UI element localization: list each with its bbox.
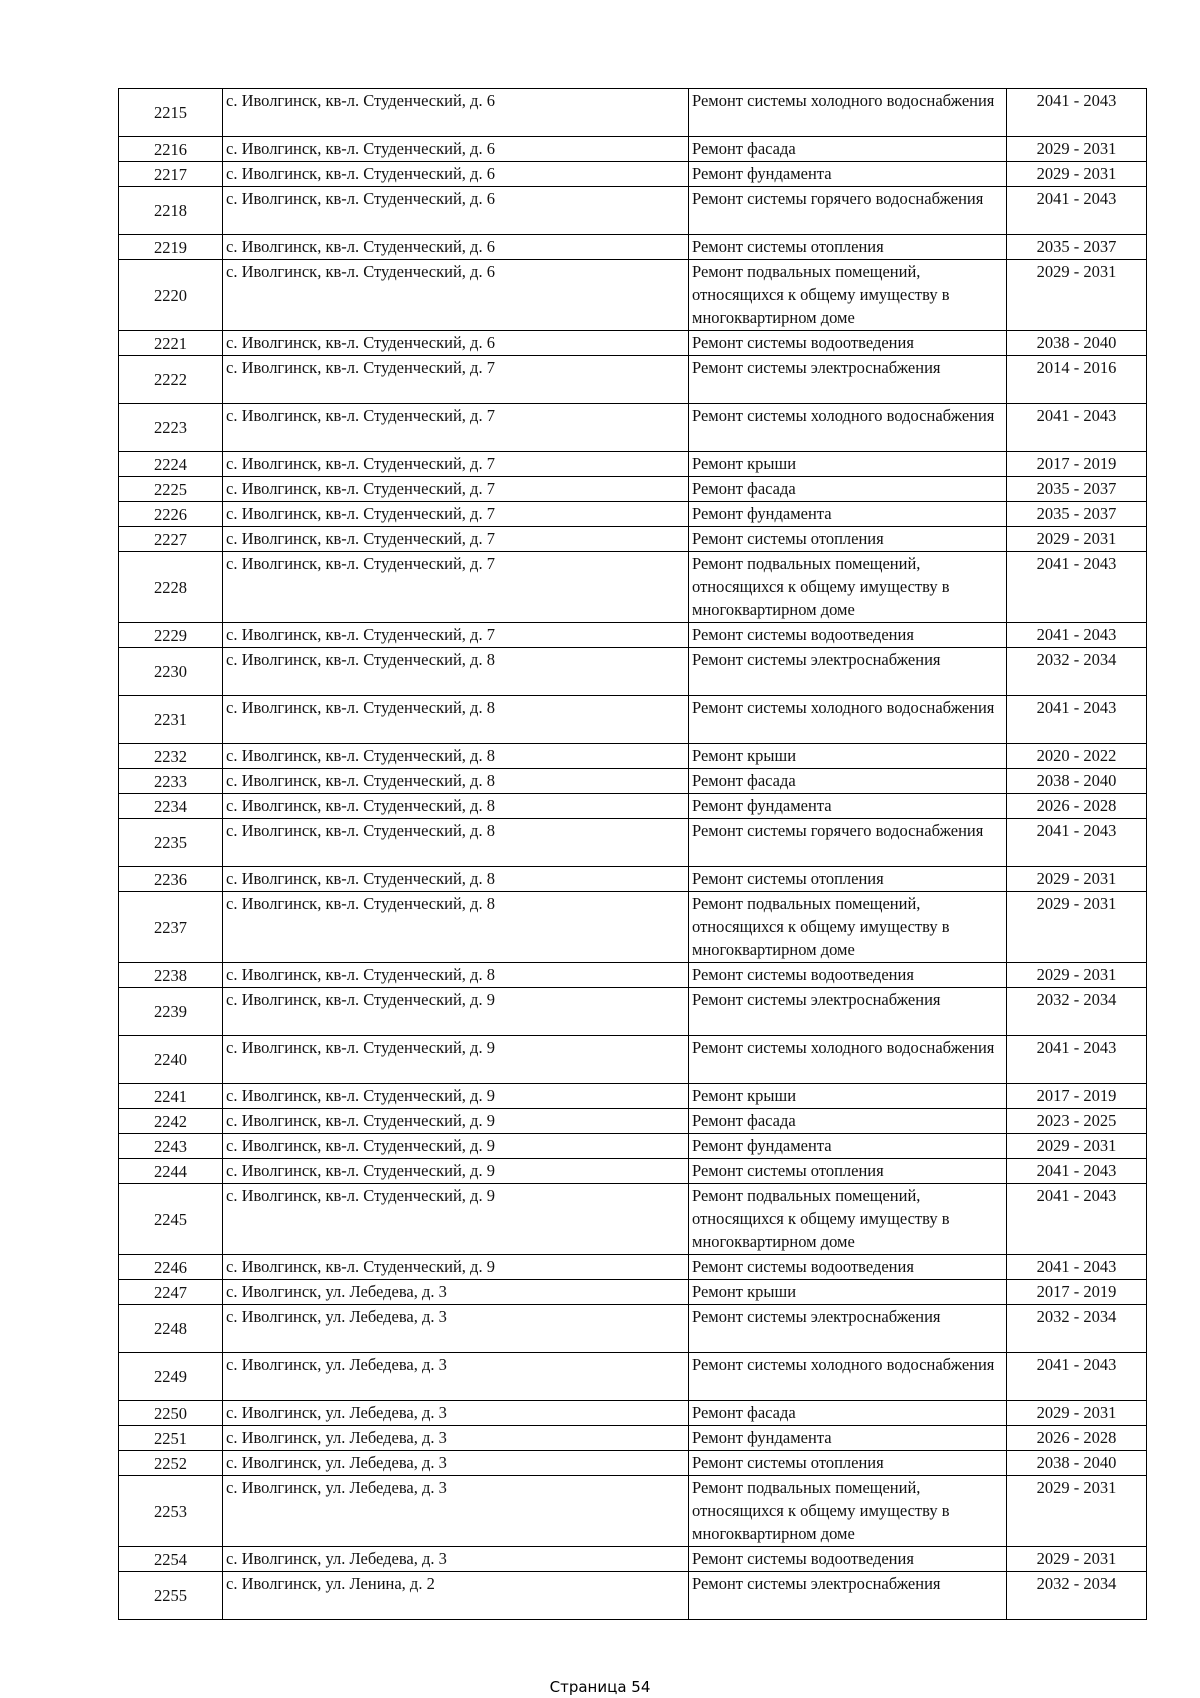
table-row <box>119 1134 1147 1159</box>
row-years: 2017 - 2019 <box>1007 1084 1147 1109</box>
row-work-type: Ремонт системы отопления <box>689 235 1007 260</box>
works-table <box>118 88 1147 1620</box>
row-years: 2029 - 2031 <box>1007 260 1147 331</box>
row-work-type: Ремонт фундамента <box>689 162 1007 187</box>
row-address: с. Иволгинск, ул. Лебедева, д. 3 <box>223 1426 689 1451</box>
row-number: 2246 <box>119 1255 223 1280</box>
row-number: 2253 <box>119 1476 223 1547</box>
row-number: 2249 <box>119 1353 223 1401</box>
row-years: 2017 - 2019 <box>1007 1280 1147 1305</box>
row-years: 2026 - 2028 <box>1007 1426 1147 1451</box>
row-number: 2216 <box>119 137 223 162</box>
table-row <box>119 623 1147 648</box>
row-number: 2220 <box>119 260 223 331</box>
row-years: 2014 - 2016 <box>1007 356 1147 404</box>
row-years: 2029 - 2031 <box>1007 1134 1147 1159</box>
row-number: 2238 <box>119 963 223 988</box>
row-number: 2237 <box>119 892 223 963</box>
row-number: 2252 <box>119 1451 223 1476</box>
table-row <box>119 769 1147 794</box>
table-row <box>119 356 1147 404</box>
table-row <box>119 331 1147 356</box>
row-address: с. Иволгинск, ул. Лебедева, д. 3 <box>223 1451 689 1476</box>
row-number: 2215 <box>119 89 223 137</box>
row-work-type: Ремонт системы электроснабжения <box>689 1305 1007 1353</box>
table-row <box>119 696 1147 744</box>
row-years: 2035 - 2037 <box>1007 477 1147 502</box>
row-number: 2230 <box>119 648 223 696</box>
row-years: 2029 - 2031 <box>1007 892 1147 963</box>
row-years: 2041 - 2043 <box>1007 696 1147 744</box>
row-work-type: Ремонт крыши <box>689 1280 1007 1305</box>
row-address: с. Иволгинск, ул. Лебедева, д. 3 <box>223 1353 689 1401</box>
row-address: с. Иволгинск, кв-л. Студенческий, д. 7 <box>223 356 689 404</box>
row-work-type: Ремонт крыши <box>689 744 1007 769</box>
row-years: 2032 - 2034 <box>1007 1572 1147 1620</box>
row-address: с. Иволгинск, кв-л. Студенческий, д. 8 <box>223 819 689 867</box>
table-row <box>119 137 1147 162</box>
row-work-type: Ремонт системы отопления <box>689 527 1007 552</box>
row-address: с. Иволгинск, кв-л. Студенческий, д. 9 <box>223 1159 689 1184</box>
row-work-type: Ремонт системы холодного водоснабжения <box>689 1036 1007 1084</box>
row-address: с. Иволгинск, ул. Лебедева, д. 3 <box>223 1547 689 1572</box>
table-row <box>119 794 1147 819</box>
row-work-type: Ремонт фундамента <box>689 794 1007 819</box>
row-work-type: Ремонт подвальных помещений, относящихся к общему имуществу в многоквартирном доме <box>689 1184 1007 1255</box>
row-number: 2245 <box>119 1184 223 1255</box>
row-years: 2041 - 2043 <box>1007 89 1147 137</box>
row-address: с. Иволгинск, кв-л. Студенческий, д. 6 <box>223 137 689 162</box>
row-address: с. Иволгинск, кв-л. Студенческий, д. 6 <box>223 187 689 235</box>
row-years: 2029 - 2031 <box>1007 867 1147 892</box>
table-row <box>119 1184 1147 1255</box>
row-years: 2029 - 2031 <box>1007 1476 1147 1547</box>
row-work-type: Ремонт системы водоотведения <box>689 963 1007 988</box>
row-number: 2243 <box>119 1134 223 1159</box>
row-years: 2041 - 2043 <box>1007 623 1147 648</box>
row-years: 2032 - 2034 <box>1007 988 1147 1036</box>
row-number: 2231 <box>119 696 223 744</box>
row-number: 2217 <box>119 162 223 187</box>
row-address: с. Иволгинск, кв-л. Студенческий, д. 7 <box>223 502 689 527</box>
row-number: 2228 <box>119 552 223 623</box>
row-address: с. Иволгинск, кв-л. Студенческий, д. 7 <box>223 527 689 552</box>
row-years: 2038 - 2040 <box>1007 769 1147 794</box>
row-work-type: Ремонт системы горячего водоснабжения <box>689 819 1007 867</box>
row-work-type: Ремонт системы водоотведения <box>689 1547 1007 1572</box>
row-number: 2242 <box>119 1109 223 1134</box>
row-address: с. Иволгинск, ул. Лебедева, д. 3 <box>223 1401 689 1426</box>
row-work-type: Ремонт фасада <box>689 477 1007 502</box>
page-number: Страница 54 <box>549 1678 651 1696</box>
row-address: с. Иволгинск, ул. Лебедева, д. 3 <box>223 1476 689 1547</box>
row-address: с. Иволгинск, кв-л. Студенческий, д. 9 <box>223 1184 689 1255</box>
row-years: 2032 - 2034 <box>1007 1305 1147 1353</box>
row-work-type: Ремонт системы водоотведения <box>689 331 1007 356</box>
row-address: с. Иволгинск, кв-л. Студенческий, д. 8 <box>223 648 689 696</box>
row-years: 2029 - 2031 <box>1007 1401 1147 1426</box>
row-years: 2041 - 2043 <box>1007 1159 1147 1184</box>
row-number: 2255 <box>119 1572 223 1620</box>
table-row <box>119 892 1147 963</box>
table-row <box>119 477 1147 502</box>
table-row <box>119 1036 1147 1084</box>
row-work-type: Ремонт подвальных помещений, относящихся к общему имуществу в многоквартирном доме <box>689 892 1007 963</box>
table-row <box>119 1353 1147 1401</box>
row-number: 2250 <box>119 1401 223 1426</box>
row-work-type: Ремонт фундамента <box>689 1426 1007 1451</box>
row-years: 2026 - 2028 <box>1007 794 1147 819</box>
row-work-type: Ремонт системы отопления <box>689 867 1007 892</box>
row-years: 2038 - 2040 <box>1007 1451 1147 1476</box>
row-work-type: Ремонт системы холодного водоснабжения <box>689 404 1007 452</box>
row-address: с. Иволгинск, кв-л. Студенческий, д. 9 <box>223 1134 689 1159</box>
row-number: 2224 <box>119 452 223 477</box>
row-work-type: Ремонт системы отопления <box>689 1451 1007 1476</box>
row-years: 2041 - 2043 <box>1007 1255 1147 1280</box>
row-address: с. Иволгинск, кв-л. Студенческий, д. 7 <box>223 404 689 452</box>
row-address: с. Иволгинск, кв-л. Студенческий, д. 9 <box>223 1084 689 1109</box>
table-row <box>119 162 1147 187</box>
row-number: 2247 <box>119 1280 223 1305</box>
row-number: 2221 <box>119 331 223 356</box>
row-work-type: Ремонт крыши <box>689 452 1007 477</box>
row-address: с. Иволгинск, кв-л. Студенческий, д. 6 <box>223 260 689 331</box>
row-address: с. Иволгинск, кв-л. Студенческий, д. 9 <box>223 988 689 1036</box>
table-row <box>119 260 1147 331</box>
table-row <box>119 404 1147 452</box>
table-row <box>119 1426 1147 1451</box>
row-years: 2038 - 2040 <box>1007 331 1147 356</box>
row-address: с. Иволгинск, кв-л. Студенческий, д. 8 <box>223 744 689 769</box>
row-work-type: Ремонт системы водоотведения <box>689 623 1007 648</box>
row-years: 2032 - 2034 <box>1007 648 1147 696</box>
row-years: 2041 - 2043 <box>1007 404 1147 452</box>
row-work-type: Ремонт системы электроснабжения <box>689 648 1007 696</box>
table-row <box>119 1280 1147 1305</box>
row-years: 2041 - 2043 <box>1007 552 1147 623</box>
row-work-type: Ремонт системы электроснабжения <box>689 988 1007 1036</box>
row-work-type: Ремонт системы холодного водоснабжения <box>689 89 1007 137</box>
row-years: 2041 - 2043 <box>1007 1353 1147 1401</box>
row-address: с. Иволгинск, кв-л. Студенческий, д. 8 <box>223 696 689 744</box>
table-row <box>119 502 1147 527</box>
table-row <box>119 1547 1147 1572</box>
row-number: 2235 <box>119 819 223 867</box>
row-number: 2225 <box>119 477 223 502</box>
row-address: с. Иволгинск, кв-л. Студенческий, д. 7 <box>223 452 689 477</box>
row-years: 2041 - 2043 <box>1007 1184 1147 1255</box>
row-address: с. Иволгинск, ул. Лебедева, д. 3 <box>223 1305 689 1353</box>
row-work-type: Ремонт фундамента <box>689 1134 1007 1159</box>
table-row <box>119 1451 1147 1476</box>
row-years: 2035 - 2037 <box>1007 235 1147 260</box>
row-work-type: Ремонт фасада <box>689 1401 1007 1426</box>
row-address: с. Иволгинск, кв-л. Студенческий, д. 8 <box>223 867 689 892</box>
row-years: 2041 - 2043 <box>1007 187 1147 235</box>
table-row <box>119 1305 1147 1353</box>
row-work-type: Ремонт системы холодного водоснабжения <box>689 1353 1007 1401</box>
table-row <box>119 527 1147 552</box>
table-row <box>119 819 1147 867</box>
table-row <box>119 1572 1147 1620</box>
table-row <box>119 187 1147 235</box>
row-years: 2029 - 2031 <box>1007 1547 1147 1572</box>
row-address: с. Иволгинск, кв-л. Студенческий, д. 9 <box>223 1036 689 1084</box>
row-number: 2233 <box>119 769 223 794</box>
row-work-type: Ремонт системы водоотведения <box>689 1255 1007 1280</box>
row-years: 2020 - 2022 <box>1007 744 1147 769</box>
row-years: 2029 - 2031 <box>1007 963 1147 988</box>
table-row <box>119 1109 1147 1134</box>
row-work-type: Ремонт фасада <box>689 137 1007 162</box>
row-number: 2227 <box>119 527 223 552</box>
row-years: 2023 - 2025 <box>1007 1109 1147 1134</box>
row-years: 2029 - 2031 <box>1007 162 1147 187</box>
row-number: 2254 <box>119 1547 223 1572</box>
row-number: 2219 <box>119 235 223 260</box>
table-row <box>119 648 1147 696</box>
row-number: 2239 <box>119 988 223 1036</box>
row-address: с. Иволгинск, кв-л. Студенческий, д. 7 <box>223 477 689 502</box>
row-number: 2226 <box>119 502 223 527</box>
row-address: с. Иволгинск, кв-л. Студенческий, д. 6 <box>223 162 689 187</box>
row-work-type: Ремонт подвальных помещений, относящихся к общему имуществу в многоквартирном доме <box>689 552 1007 623</box>
table-row <box>119 744 1147 769</box>
table-row <box>119 452 1147 477</box>
row-number: 2222 <box>119 356 223 404</box>
row-years: 2017 - 2019 <box>1007 452 1147 477</box>
row-work-type: Ремонт фасада <box>689 1109 1007 1134</box>
row-work-type: Ремонт системы холодного водоснабжения <box>689 696 1007 744</box>
row-number: 2218 <box>119 187 223 235</box>
row-number: 2229 <box>119 623 223 648</box>
table-row <box>119 1255 1147 1280</box>
row-number: 2251 <box>119 1426 223 1451</box>
row-address: с. Иволгинск, кв-л. Студенческий, д. 7 <box>223 623 689 648</box>
row-work-type: Ремонт подвальных помещений, относящихся к общему имуществу в многоквартирном доме <box>689 260 1007 331</box>
row-number: 2236 <box>119 867 223 892</box>
row-number: 2240 <box>119 1036 223 1084</box>
table-row <box>119 867 1147 892</box>
row-address: с. Иволгинск, кв-л. Студенческий, д. 7 <box>223 552 689 623</box>
row-work-type: Ремонт системы отопления <box>689 1159 1007 1184</box>
works-table-body <box>119 89 1147 1620</box>
row-address: с. Иволгинск, кв-л. Студенческий, д. 9 <box>223 1109 689 1134</box>
row-number: 2232 <box>119 744 223 769</box>
table-row <box>119 552 1147 623</box>
row-number: 2248 <box>119 1305 223 1353</box>
row-address: с. Иволгинск, кв-л. Студенческий, д. 8 <box>223 892 689 963</box>
row-years: 2041 - 2043 <box>1007 1036 1147 1084</box>
row-work-type: Ремонт системы электроснабжения <box>689 356 1007 404</box>
row-address: с. Иволгинск, кв-л. Студенческий, д. 6 <box>223 89 689 137</box>
row-address: с. Иволгинск, кв-л. Студенческий, д. 8 <box>223 769 689 794</box>
table-row <box>119 235 1147 260</box>
row-number: 2241 <box>119 1084 223 1109</box>
row-address: с. Иволгинск, кв-л. Студенческий, д. 8 <box>223 794 689 819</box>
table-row <box>119 89 1147 137</box>
table-row <box>119 963 1147 988</box>
row-work-type: Ремонт фундамента <box>689 502 1007 527</box>
row-address: с. Иволгинск, ул. Лебедева, д. 3 <box>223 1280 689 1305</box>
row-work-type: Ремонт крыши <box>689 1084 1007 1109</box>
row-work-type: Ремонт системы горячего водоснабжения <box>689 187 1007 235</box>
table-row <box>119 988 1147 1036</box>
row-address: с. Иволгинск, кв-л. Студенческий, д. 6 <box>223 235 689 260</box>
row-address: с. Иволгинск, кв-л. Студенческий, д. 9 <box>223 1255 689 1280</box>
row-address: с. Иволгинск, ул. Ленина, д. 2 <box>223 1572 689 1620</box>
table-row <box>119 1401 1147 1426</box>
row-years: 2035 - 2037 <box>1007 502 1147 527</box>
table-row <box>119 1084 1147 1109</box>
row-number: 2244 <box>119 1159 223 1184</box>
row-years: 2029 - 2031 <box>1007 527 1147 552</box>
row-address: с. Иволгинск, кв-л. Студенческий, д. 8 <box>223 963 689 988</box>
table-row <box>119 1159 1147 1184</box>
row-work-type: Ремонт фасада <box>689 769 1007 794</box>
row-years: 2041 - 2043 <box>1007 819 1147 867</box>
row-work-type: Ремонт системы электроснабжения <box>689 1572 1007 1620</box>
row-years: 2029 - 2031 <box>1007 137 1147 162</box>
table-row <box>119 1476 1147 1547</box>
row-number: 2234 <box>119 794 223 819</box>
row-number: 2223 <box>119 404 223 452</box>
row-work-type: Ремонт подвальных помещений, относящихся к общему имуществу в многоквартирном доме <box>689 1476 1007 1547</box>
row-address: с. Иволгинск, кв-л. Студенческий, д. 6 <box>223 331 689 356</box>
